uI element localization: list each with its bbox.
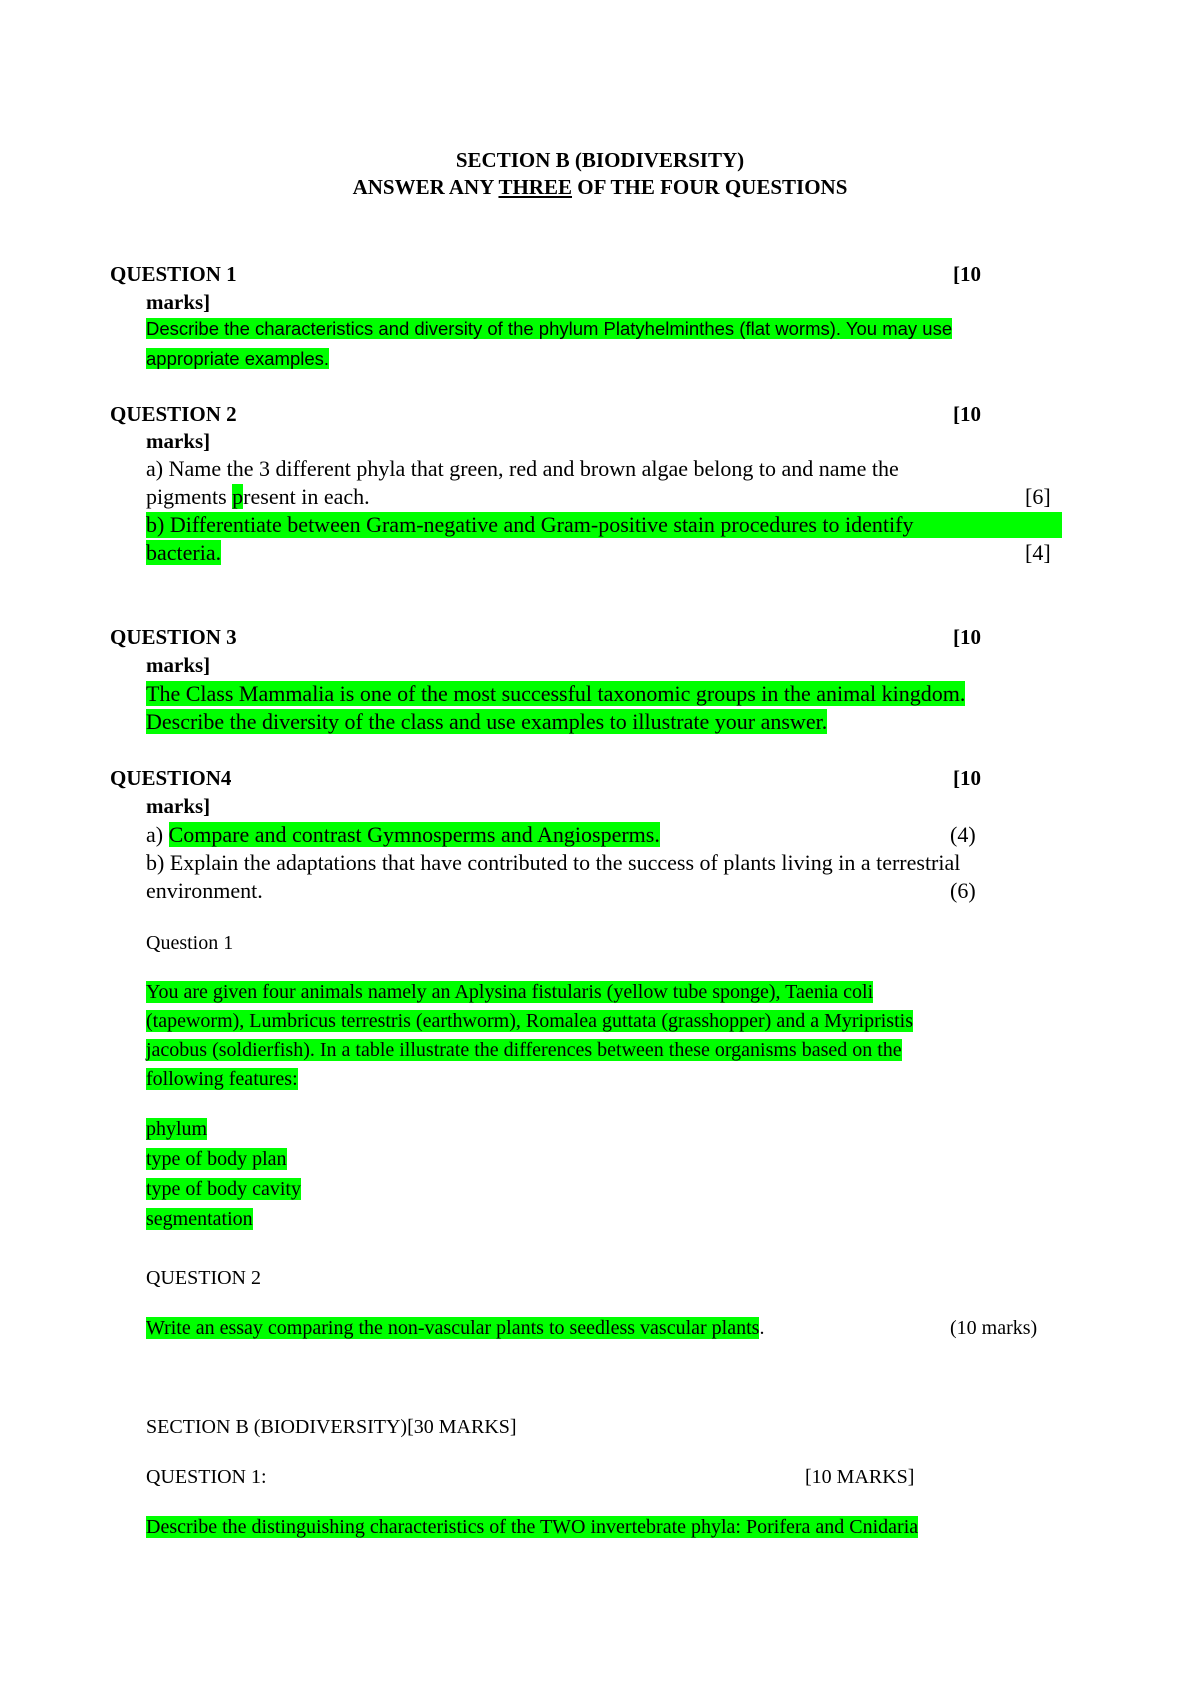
q3-marks-open: [10 (953, 625, 981, 649)
q4-marks-close: marks] (146, 794, 211, 818)
q4-part-a: a) Compare and contrast Gymnosperms and Angiosperms. (146, 822, 660, 847)
q2-part-b-marks: [4] (1025, 540, 1051, 565)
part2-q2-text: Write an essay comparing the non-vascular plants to seedless vascular plants. (146, 1317, 765, 1339)
q4-heading: QUESTION4 (110, 766, 232, 790)
part2-q2-marks: (10 marks) (950, 1317, 1038, 1339)
q4-part-a-marks: (4) (950, 822, 976, 847)
q2-marks-close: marks] (146, 429, 211, 453)
q3-heading: QUESTION 3 (110, 625, 237, 649)
q4-part-b-marks: (6) (950, 878, 976, 903)
part2-q1-line-1: You are given four animals namely an Aplysina fistularis (yellow tube sponge), Taenia coli (146, 981, 874, 1003)
part3-section-title: SECTION B (BIODIVERSITY)[30 MARKS] (146, 1416, 517, 1438)
part3-q1-heading: QUESTION 1: (146, 1466, 267, 1488)
q3-text-line-2: Describe the diversity of the class and use examples to illustrate your answer. (146, 709, 828, 734)
q2-part-b-line-1: b) Differentiate between Gram-negative and Gram-positive stain procedures to identify (146, 512, 1062, 538)
part2-q1-line-3: jacobus (soldierfish). In a table illustrate the differences between these organisms based on the (146, 1039, 902, 1061)
q4-part-b-line-1: b) Explain the adaptations that have contributed to the success of plants living in a terrestrial (146, 850, 961, 875)
part2-q1-line-4: following features: (146, 1068, 298, 1090)
part2-q1-line-2: (tapeworm), Lumbricus terrestris (earthworm), Romalea guttata (grasshopper) and a Myripristis (146, 1010, 913, 1032)
instruction-suffix: OF THE FOUR QUESTIONS (572, 175, 848, 199)
q4-part-b-line-2: environment. (146, 878, 263, 903)
q3-text-line-1: The Class Mammalia is one of the most successful taxonomic groups in the animal kingdom. (146, 681, 966, 706)
q4-marks-open: [10 (953, 766, 981, 790)
feature-item: segmentation (146, 1208, 253, 1230)
q2-marks-open: [10 (953, 402, 981, 426)
instruction-prefix: ANSWER ANY (352, 175, 499, 199)
q2-part-b-line-2: bacteria. (146, 540, 222, 565)
q1-text-line-1: Describe the characteristics and diversity of the phylum Platyhelminthes (flat worms). You may use (146, 318, 953, 339)
q2-heading: QUESTION 2 (110, 402, 237, 426)
q3-marks-close: marks] (146, 653, 211, 677)
feature-item: type of body plan (146, 1148, 287, 1170)
part3-q1-marks: [10 MARKS] (805, 1466, 915, 1488)
q2-part-a-line-2: pigments present in each. (146, 484, 370, 509)
q1-text-line-2: appropriate examples. (146, 348, 330, 369)
part2-question-1-heading: Question 1 (146, 932, 234, 954)
part2-question-2-heading: QUESTION 2 (146, 1267, 261, 1289)
q1-marks-open: [10 (953, 262, 981, 286)
q1-marks-close: marks] (146, 290, 211, 314)
instruction-emphasis: THREE (498, 175, 572, 199)
section-title: SECTION B (BIODIVERSITY) (455, 148, 745, 172)
q2-part-a-line-1: a) Name the 3 different phyla that green, red and brown algae belong to and name the (146, 456, 899, 481)
q2-part-a-marks: [6] (1025, 484, 1051, 509)
part3-q1-text: Describe the distinguishing characteristics of the TWO invertebrate phyla: Porifera and Cnidaria (146, 1516, 919, 1538)
section-instruction (0, 175, 1200, 200)
q1-heading: QUESTION 1 (110, 262, 237, 286)
feature-item: phylum (146, 1118, 208, 1140)
feature-item: type of body cavity (146, 1178, 301, 1200)
